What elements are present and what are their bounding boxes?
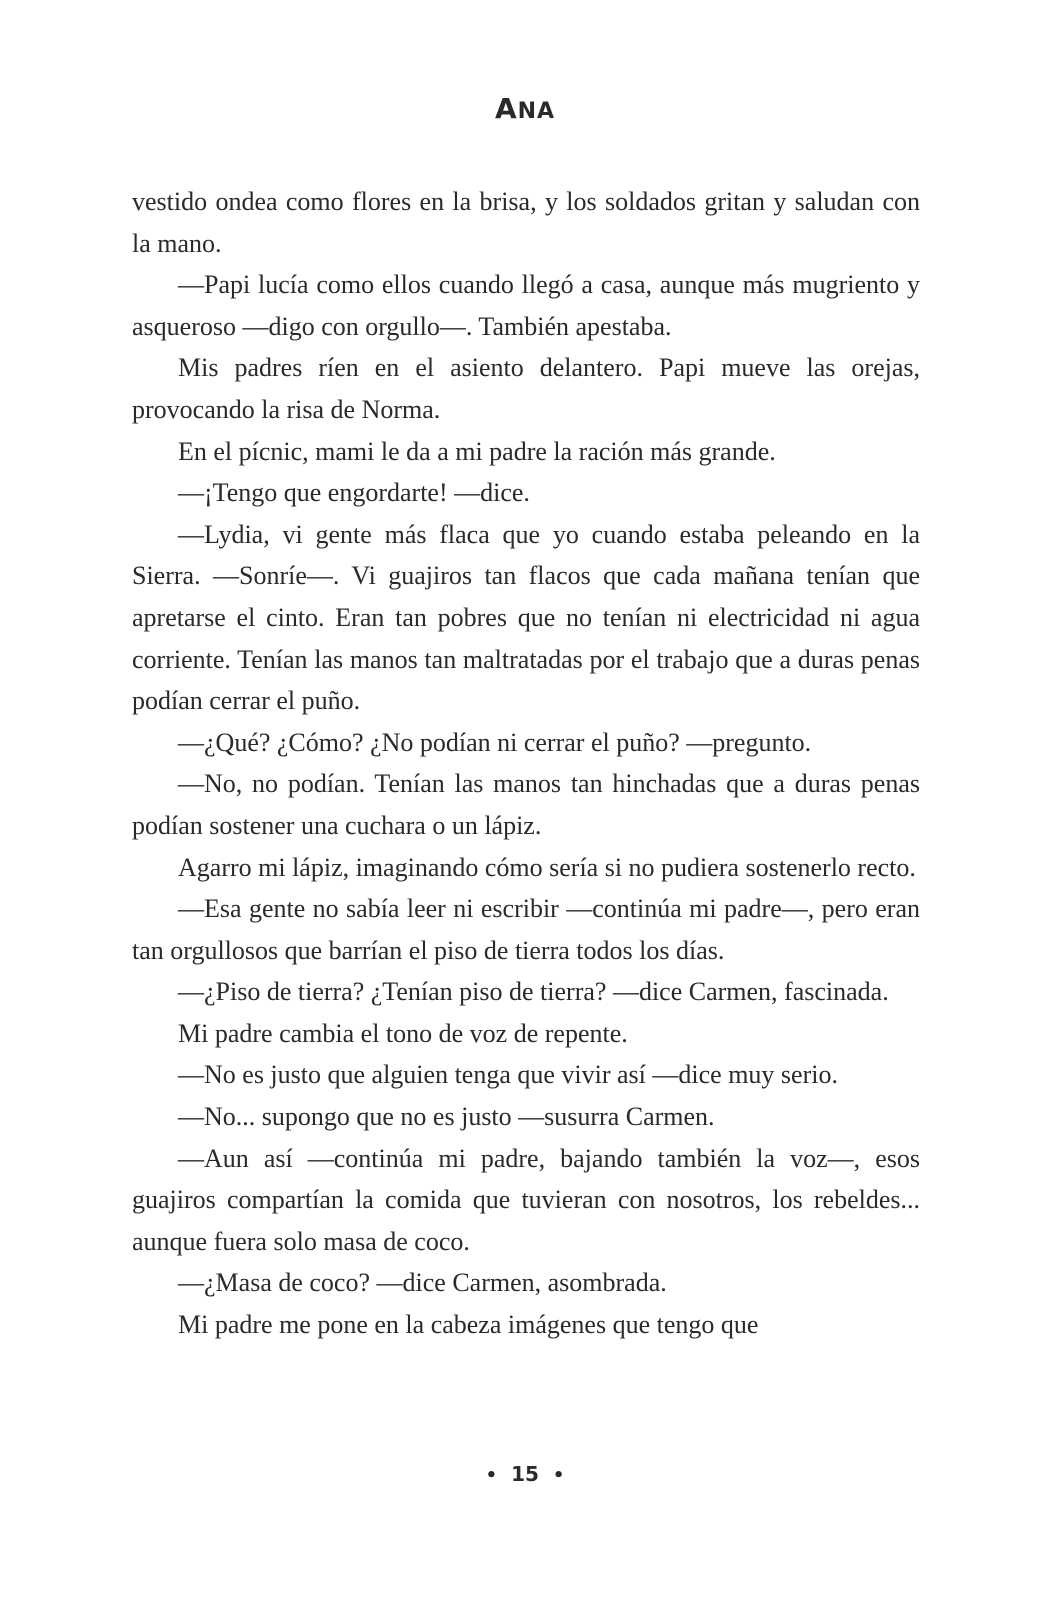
paragraph: —¡Tengo que engordarte! —dice. xyxy=(178,478,530,508)
paragraph: —¿Qué? ¿Cómo? ¿No podían ni cerrar el puño? —pregunto. xyxy=(178,727,812,757)
paragraph: —No es justo que alguien tenga que vivir así —dice muy serio. xyxy=(178,1060,838,1090)
paragraph: Mi padre cambia el tono de voz de repente. xyxy=(178,1018,628,1048)
paragraph: —Aun así —continúa mi padre, bajando también la voz—, esos guajiros compartían la comida que tuvieran con nosotros, los rebeldes... aunque fuera solo masa de coco. xyxy=(132,1143,920,1256)
running-head xyxy=(0,92,1050,125)
paragraph: —No... supongo que no es justo —susurra Carmen. xyxy=(178,1102,715,1132)
paragraph: —Lydia, vi gente más flaca que yo cuando estaba peleando en la Sierra. —Sonríe—. Vi guajiros tan flacos que cada mañana tenían que apretarse el cinto. Eran tan pobres que no tenían ni electricidad ni agua corriente. Tenían las manos tan maltratadas por el trabajo que a duras penas podían cerrar el puño. xyxy=(132,519,920,716)
page-number: 15 xyxy=(511,1462,539,1486)
folio-bullet-left: • xyxy=(485,1465,498,1486)
paragraph: —Papi lucía como ellos cuando llegó a casa, aunque más mugriento y asqueroso —digo con orgullo—. También apestaba. xyxy=(132,270,920,341)
running-head-initial: A xyxy=(494,92,518,125)
body-text xyxy=(132,181,920,1346)
paragraph: Agarro mi lápiz, imaginando cómo sería si no pudiera sostenerlo recto. xyxy=(178,852,916,882)
paragraph: —¿Masa de coco? —dice Carmen, asombrada. xyxy=(178,1268,667,1298)
page-footer xyxy=(0,1462,1050,1486)
folio-bullet-right: • xyxy=(552,1465,565,1486)
paragraph: En el pícnic, mami le da a mi padre la ración más grande. xyxy=(178,436,776,466)
paragraph: —¿Piso de tierra? ¿Tenían piso de tierra? —dice Carmen, fascinada. xyxy=(178,977,889,1007)
paragraph: Mi padre me pone en la cabeza imágenes que tengo que xyxy=(178,1310,759,1340)
paragraph: —Esa gente no sabía leer ni escribir —continúa mi padre—, pero eran tan orgullosos que barrían el piso de tierra todos los días. xyxy=(132,894,920,965)
paragraph: vestido ondea como flores en la brisa, y los soldados gritan y saludan con la mano. xyxy=(132,187,920,258)
running-head-rest: NA xyxy=(517,99,556,124)
paragraph: Mis padres ríen en el asiento delantero. Papi mueve las orejas, provocando la risa de Norma. xyxy=(132,353,920,424)
paragraph: —No, no podían. Tenían las manos tan hinchadas que a duras penas podían sostener una cuchara o un lápiz. xyxy=(132,769,920,840)
